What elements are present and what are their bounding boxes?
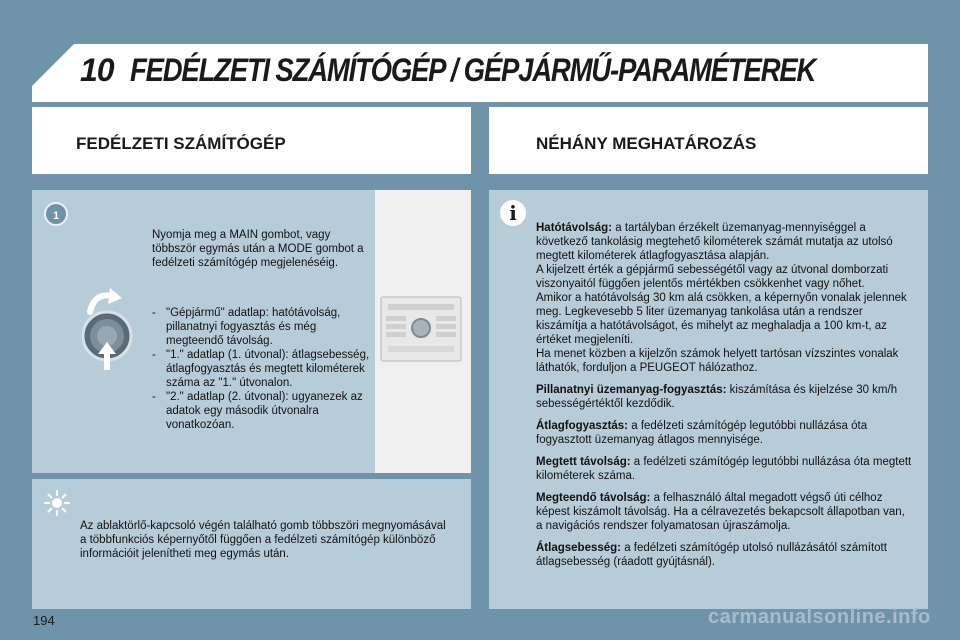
definition-text: a fedélzeti számítógép utolsó nullázásától számított átlagsebesség (ráadott gyújtásnál).: [536, 542, 887, 568]
list-item: - "1." adatlap (1. útvonal): átlagsebesség, átlagfogyasztás és megtett kilométerek száma az "1." útvonalon.: [150, 348, 372, 390]
definition-item: [536, 541, 912, 569]
definitions-list: [536, 221, 912, 577]
tip-text: Az ablaktörlő-kapcsoló végén található gomb többszöri megnyomásával a többfunkciós képernyőtől függően a fedélzeti számítógép különböző információit jelenítheti meg egymás után.: [80, 520, 446, 560]
definition-term: Átlagfogyasztás:: [536, 420, 629, 432]
car-radio-device-icon: [380, 296, 462, 362]
definition-text: a felhasználó által megadott végső úti célhoz képest kiszámolt távolság. Ha a célravezetés bekapcsolt állapotban van, a navigációs rendszer folyamatosan újraszámolja.: [536, 492, 905, 532]
list-item: - "2." adatlap (2. útvonal): ugyanezek az adatok egy második útvonalra vonatkozóan.: [150, 390, 372, 432]
page-number: 194: [33, 613, 55, 628]
definition-term: Megtett távolság:: [536, 456, 631, 468]
definition-text: a fedélzeti számítógép legutóbbi nullázása óta megtett kilométerek száma.: [536, 456, 912, 482]
chapter-number: 10: [80, 52, 114, 88]
right-section-title: NÉHÁNY MEGHATÁROZÁS: [536, 134, 757, 153]
list-item: - "Gépjármű" adatlap: hatótávolság, pillanatnyi fogyasztás és még megteendő távolság.: [150, 306, 372, 348]
watermark-text: carmanualsonline.info: [708, 606, 931, 628]
definition-text: a fedélzeti számítógép legutóbbi nullázása óta fogyasztott üzemanyag átlagos mennyisége.: [536, 420, 868, 446]
left-section-title: FEDÉLZETI SZÁMÍTÓGÉP: [76, 134, 286, 153]
definition-item: [536, 383, 912, 411]
definition-item: [536, 491, 912, 533]
sun-tip-icon: [44, 490, 70, 516]
definition-text: a tartályban érzékelt üzemanyag-mennyiséggel a következő tankolásig megtehető kilométerek számát mutatja az utolsó megtett kilométerek átlagfogyasztása alapján. A kijelzett érték a gépjármű sebességétől vagy az útvonal domborzati viszonyaitól függően jelentős mértékben csökkenhet vagy nőhet. Amikor a hatótávolság 30 km alá csökken, a képernyőn vonalak jelennek meg. Legkevesebb 5 liter üzemanyag tankolása után a rendszer kiszámítja a hatótávolságot, és mihelyt az meghaladja a 100 km-t, az értéket megjeleníti. Ha menet közben a kijelzőn számok helyett tartósan vízszintes vonalak láthatók, forduljon a PEUGEOT hálózathoz.: [536, 222, 907, 374]
rotary-knob-icon: [76, 286, 138, 370]
intro-instruction: Nyomja meg a MAIN gombot, vagy többször egymás után a MODE gombot a fedélzeti számítógép megjelenéséig.: [152, 229, 364, 269]
chapter-title: FEDÉLZETI SZÁMÍTÓGÉP / GÉPJÁRMŰ-PARAMÉTEREK: [130, 52, 816, 88]
definition-item: [536, 455, 912, 483]
info-icon: i: [500, 200, 526, 226]
step-badge: 1: [44, 202, 68, 226]
definition-item: [536, 221, 912, 375]
definition-text: kiszámítása és kijelzése 30 km/h sebességértéktől kezdődik.: [536, 384, 898, 410]
definition-term: Pillanatnyi üzemanyag-fogyasztás:: [536, 384, 727, 396]
definition-term: Megteendő távolság:: [536, 492, 651, 504]
definition-item: [536, 419, 912, 447]
definition-term: Hatótávolság:: [536, 222, 613, 234]
adatlap-list: [150, 306, 372, 432]
definition-term: Átlagsebesség:: [536, 542, 622, 554]
